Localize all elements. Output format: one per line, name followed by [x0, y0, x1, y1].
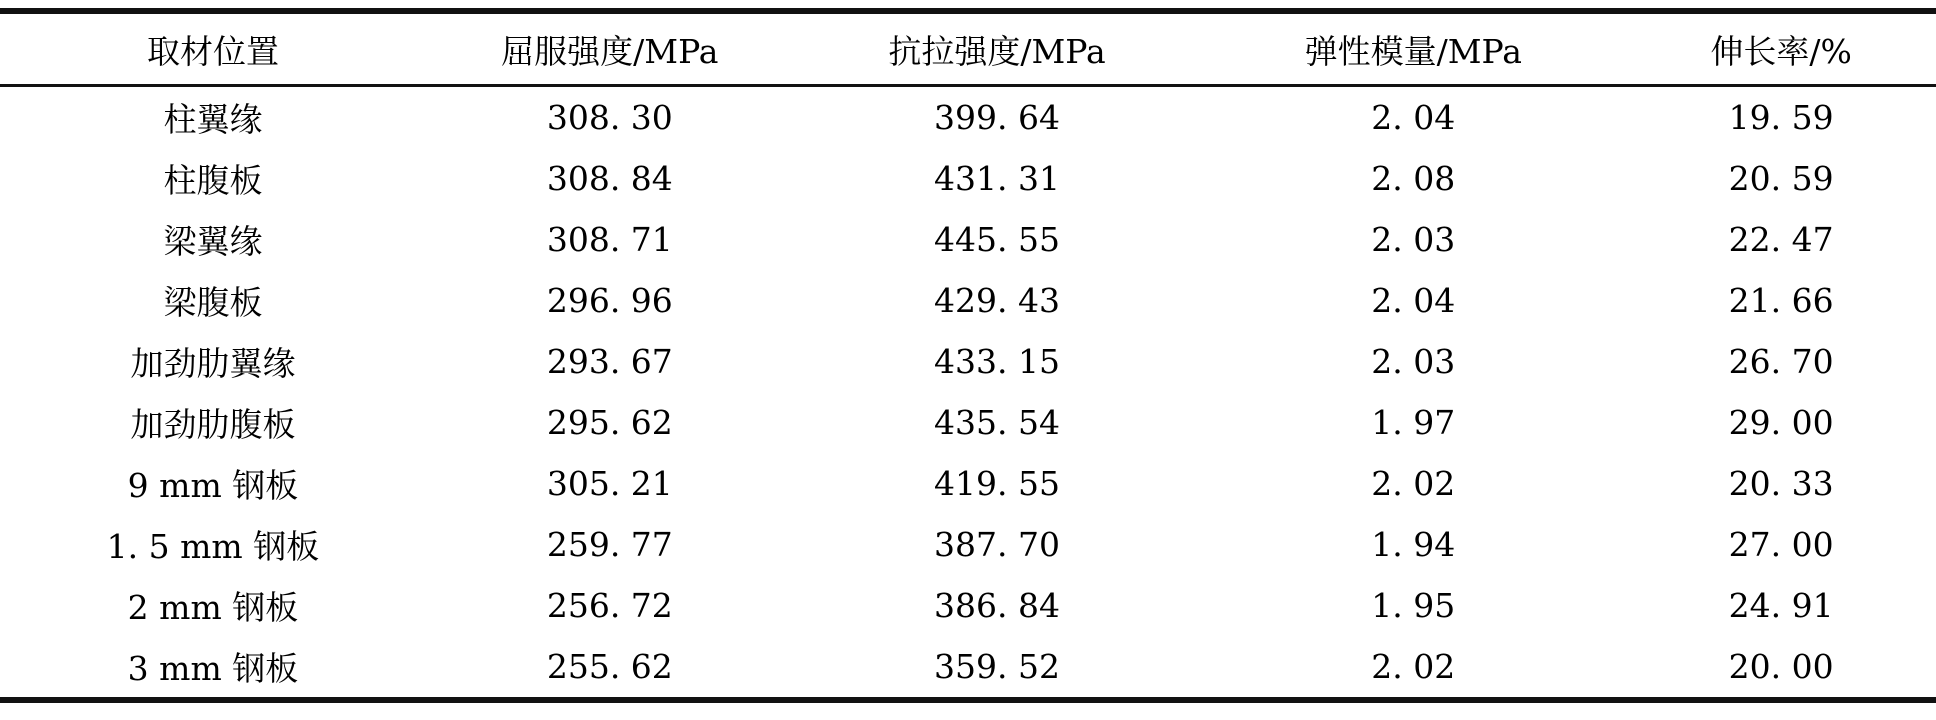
table-row: [0, 575, 1936, 636]
cell-elastic-modulus: 2. 02: [1371, 647, 1456, 686]
cell-elongation: 24. 91: [1728, 586, 1834, 625]
table-row: [0, 453, 1936, 514]
cell-elastic-modulus: 2. 04: [1371, 281, 1456, 320]
table-row: [0, 209, 1936, 270]
table-row: [0, 636, 1936, 700]
col-header-location: 取材位置: [0, 11, 426, 86]
cell-yield-strength: 296. 96: [546, 281, 673, 320]
cell-elongation: 20. 33: [1728, 464, 1834, 503]
cell-tensile-strength: 431. 31: [934, 159, 1060, 198]
cell-tensile-strength: 435. 54: [934, 403, 1060, 442]
col-header-elastic-modulus: 弹性模量/MPa: [1200, 11, 1626, 86]
cell-location: 加劲肋腹板: [130, 405, 296, 444]
col-header-yield-strength: 屈服强度/MPa: [426, 11, 794, 86]
table-row: [0, 270, 1936, 331]
cell-elastic-modulus: 1. 97: [1371, 403, 1456, 442]
material-properties-table: [0, 8, 1936, 703]
cell-elastic-modulus: 2. 03: [1371, 342, 1456, 381]
cell-yield-strength: 256. 72: [546, 586, 673, 625]
cell-tensile-strength: 445. 55: [934, 220, 1060, 259]
cell-yield-strength: 308. 71: [546, 220, 673, 259]
table-row: [0, 148, 1936, 209]
cell-elastic-modulus: 1. 94: [1371, 525, 1456, 564]
cell-location: 梁腹板: [163, 283, 263, 322]
cell-location: 2 mm 钢板: [127, 588, 299, 627]
cell-tensile-strength: 433. 15: [934, 342, 1060, 381]
table-header-row: [0, 11, 1936, 86]
cell-location: 柱腹板: [163, 161, 263, 200]
cell-location: 1. 5 mm 钢板: [106, 527, 320, 566]
cell-tensile-strength: 419. 55: [934, 464, 1060, 503]
cell-elastic-modulus: 2. 04: [1371, 98, 1456, 137]
cell-elongation: 19. 59: [1728, 98, 1834, 137]
table-row: [0, 331, 1936, 392]
cell-elastic-modulus: 2. 02: [1371, 464, 1456, 503]
cell-location: 柱翼缘: [163, 100, 263, 139]
cell-yield-strength: 308. 84: [546, 159, 673, 198]
cell-yield-strength: 308. 30: [546, 98, 673, 137]
cell-yield-strength: 295. 62: [546, 403, 673, 442]
table-row: [0, 86, 1936, 149]
cell-elongation: 27. 00: [1728, 525, 1834, 564]
cell-yield-strength: 293. 67: [546, 342, 673, 381]
cell-tensile-strength: 399. 64: [934, 98, 1060, 137]
cell-elongation: 29. 00: [1728, 403, 1834, 442]
cell-elongation: 26. 70: [1728, 342, 1834, 381]
cell-elastic-modulus: 2. 03: [1371, 220, 1456, 259]
cell-elongation: 22. 47: [1728, 220, 1834, 259]
cell-location: 梁翼缘: [163, 222, 263, 261]
cell-elastic-modulus: 2. 08: [1371, 159, 1456, 198]
cell-tensile-strength: 386. 84: [934, 586, 1060, 625]
cell-tensile-strength: 429. 43: [934, 281, 1060, 320]
cell-yield-strength: 255. 62: [546, 647, 673, 686]
col-header-elongation: 伸长率/%: [1626, 11, 1936, 86]
cell-location: 9 mm 钢板: [127, 466, 299, 505]
cell-location: 加劲肋翼缘: [130, 344, 296, 383]
cell-yield-strength: 259. 77: [546, 525, 673, 564]
cell-elastic-modulus: 1. 95: [1371, 586, 1456, 625]
table-row: [0, 514, 1936, 575]
col-header-tensile-strength: 抗拉强度/MPa: [794, 11, 1201, 86]
cell-elongation: 20. 00: [1728, 647, 1834, 686]
cell-tensile-strength: 387. 70: [934, 525, 1060, 564]
cell-elongation: 21. 66: [1728, 281, 1834, 320]
cell-tensile-strength: 359. 52: [934, 647, 1060, 686]
cell-yield-strength: 305. 21: [546, 464, 673, 503]
cell-location: 3 mm 钢板: [127, 649, 299, 688]
table-row: [0, 392, 1936, 453]
cell-elongation: 20. 59: [1728, 159, 1834, 198]
